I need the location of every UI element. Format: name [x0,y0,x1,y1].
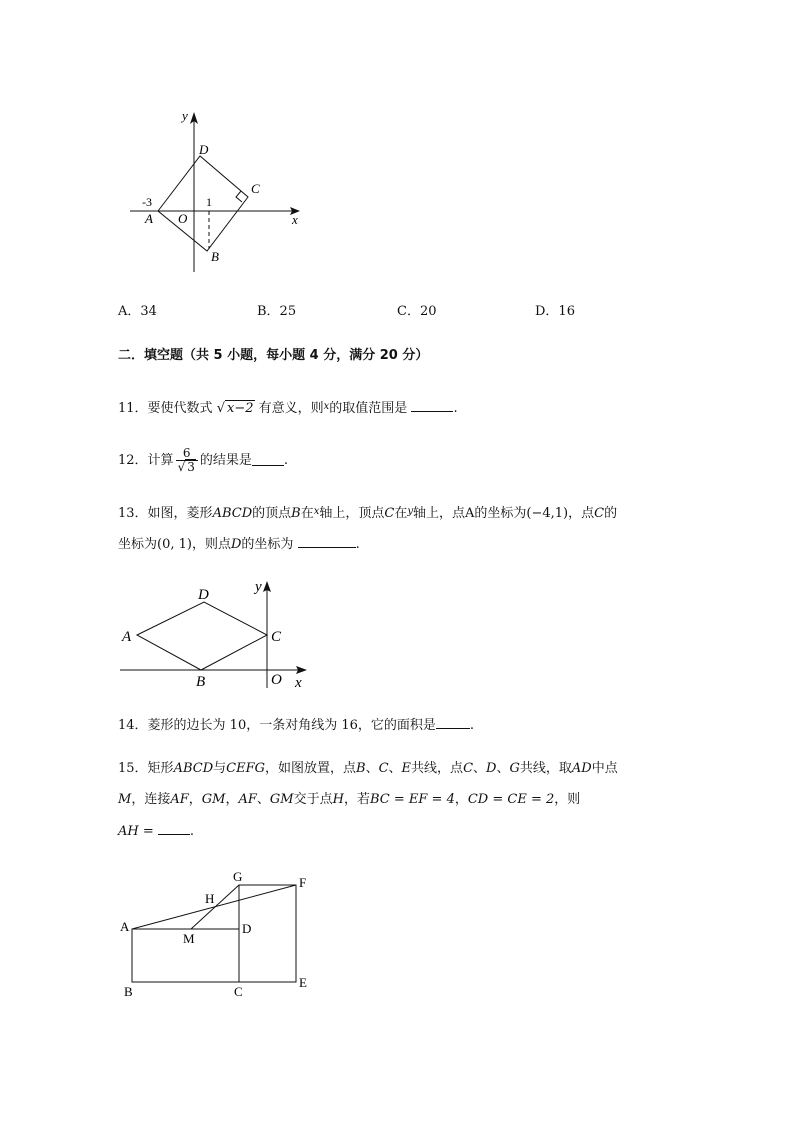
question-11 [118,398,458,418]
q12-end: . [283,453,289,468]
section2-title: 二．填空题（共 5 小题，每小题 4 分，满分 20 分） [118,348,429,363]
question-14: 14．菱形的边长为 10，一条对角线为 16，它的面积是 . [118,718,475,733]
q12-text-post: 的结果是 [199,453,252,468]
q15-label-F: F [299,875,307,890]
q11-answer-blank[interactable] [411,399,453,412]
q15-segment-gm [191,885,239,929]
question-12 [118,444,288,478]
q13-label-C: C [271,629,282,645]
q15-label-H: H [205,891,215,906]
question-15-line3: AH = . [118,824,195,839]
q14-text: 14．菱形的边长为 10，一条对角线为 16，它的面积是 [118,718,436,733]
q11-radicand: x−2 [227,401,254,416]
q15-label-G: G [233,869,243,884]
q12-fraction-numerator: 6 [176,447,198,461]
q11-text-mid: 有意义，则 [258,401,324,416]
q12-answer-blank[interactable] [252,453,284,466]
q13-rhombus-figure [115,575,315,695]
q15-label-D: D [242,921,252,936]
q10-label-B: B [211,249,219,264]
q13-label-D: D [198,587,209,603]
q11-text-post: 的取值范围是 [329,401,408,416]
question-15-line2: M，连接AF，GM，AF、GM交于点H，若BC = EF = 4，CD = CE = 2，则 [118,792,581,807]
q10-label-C: C [251,181,260,196]
q13-label-B: B [196,674,206,690]
q10-option-b[interactable]: B．25 [257,304,297,319]
q10-label-y: y [182,108,188,123]
q10-label-x: x [292,212,298,227]
q11-number: 11． [118,401,148,416]
q15-answer-blank[interactable] [158,822,190,835]
q12-fraction [176,447,198,474]
q10-option-c[interactable]: C．20 [397,304,437,319]
q15-label-C: C [234,984,243,999]
q13-answer-blank[interactable] [298,535,356,548]
q15-label-A: A [120,919,130,934]
q12-number: 12． [118,453,148,468]
q10-label-O: O [178,211,188,226]
q10-option-d[interactable]: D．16 [535,304,575,319]
q10-label-1: 1 [206,195,212,209]
question-13-line1: 13．如图，菱形ABCD的顶点B在$^x$轴上，顶点C在$^y$轴上，点A的坐标为(−4,1)，点C的 [118,506,618,521]
q11-var-x: x [323,401,330,412]
q13-rhombus-abcd [137,602,267,670]
q11-text-pre: 要使代数式 [147,401,213,416]
q11-sqrt-expression: √ x−2 [216,401,254,416]
q10-option-a[interactable]: A．34 [118,304,157,319]
question-15-line1: 15．矩形ABCD与CEFG，如图放置，点B、C、E共线，点C、D、G共线，取AD中点 [118,761,618,776]
q14-answer-blank[interactable] [436,716,470,729]
q10-label-A: A [145,211,153,226]
q15-rectangles-figure [115,865,330,1005]
q12-fraction-denominator: √ 3 [177,460,195,474]
q13-label-x: x [295,675,302,691]
q10-right-angle-mark [236,191,242,202]
question-13-line2: 坐标为(0, 1)，则点D的坐标为 . [118,537,360,552]
q13-label-y: y [255,579,262,595]
q11-end: . [453,401,458,416]
q10-label-neg3: -3 [142,195,152,209]
q15-label-B: B [124,984,133,999]
q15-label-M: M [183,931,195,946]
q13-label-O: O [271,672,282,688]
q10-label-D: D [199,142,209,157]
q10-coordinate-figure [120,100,320,275]
q15-label-E: E [299,975,307,990]
q13-label-A: A [122,629,132,645]
q12-text-pre: 计算 [147,453,174,468]
q10-square-abcd [158,156,248,251]
